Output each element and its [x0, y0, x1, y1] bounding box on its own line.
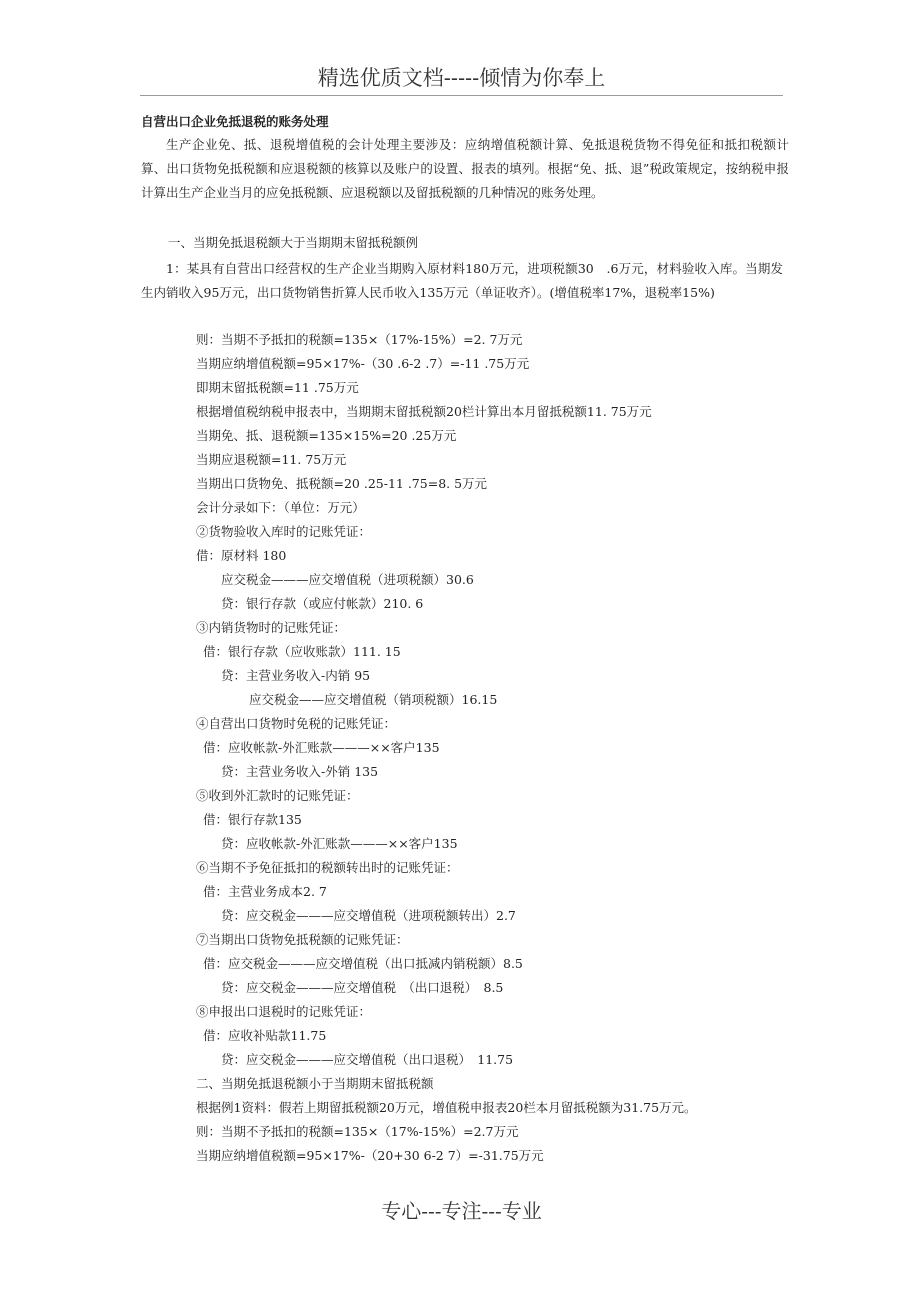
debit-line: 借：银行存款（应收账款）111. 15: [203, 644, 401, 659]
text-line: 当期应纳增值税额=95×17%-（20+30 6-2 7）=-31.75万元: [196, 1148, 544, 1163]
entry-heading: ④自营出口货物时免税的记账凭证：: [196, 716, 397, 731]
text-line: 则：当期不予抵扣的税额=135×（17%-15%）=2.7万元: [196, 1124, 519, 1139]
credit-line: 贷：主营业务收入-内销 95: [221, 668, 371, 683]
entry-heading: ③内销货物时的记账凭证：: [196, 620, 347, 635]
debit-line: 借：主营业务成本2. 7: [203, 884, 327, 899]
credit-line: 贷：应交税金———应交增值税（出口退税） 11.75: [221, 1052, 514, 1067]
section-heading-1: 一、当期免抵退税额大于当期期末留抵税额例: [168, 235, 419, 250]
debit-line: 借：应交税金———应交增值税（出口抵减内销税额）8.5: [203, 956, 523, 971]
credit-line: 贷：银行存款（或应付帐款）210. 6: [221, 596, 424, 611]
debit-line: 借：原材料 180: [196, 548, 287, 563]
debit-line: 借：银行存款135: [203, 812, 302, 827]
text-line: 当期免、抵、退税额=135×15%=20 .25万元: [196, 428, 457, 443]
credit-line: 贷：应交税金———应交增值税（进项税额转出）2.7: [221, 908, 516, 923]
text-line: 当期应纳增值税额=95×17%-（30 .6-2 .7）=-11 .75万元: [196, 356, 530, 371]
text-line: 根据增值税纳税申报表中，当期期末留抵税额20栏计算出本月留抵税额11. 75万元: [196, 404, 652, 419]
credit-line: 贷：主营业务收入-外销 135: [221, 764, 379, 779]
document-title: 自营出口企业免抵退税的账务处理: [141, 114, 329, 129]
entry-heading: ⑦当期出口货物免抵税额的记账凭证：: [196, 932, 409, 947]
credit-line: 贷：应收帐款-外汇账款———××客户135: [221, 836, 458, 851]
text-line: 当期出口货物免、抵税额=20 .25-11 .75=8. 5万元: [196, 476, 488, 491]
intro-paragraph: 生产企业免、抵、退税增值税的会计处理主要涉及：应纳增值税额计算、免抵退税货物不得免征和抵扣税额计算、出口货物免抵税额和应退税额的核算以及账户的设置、报表的填列。根据“免、抵、退”税政策规定，按纳税申报计算出生产企业当月的应免抵税额、应退税额以及留抵税额的几种情况的账务处理。: [141, 137, 789, 200]
page-footer: 专心---专注---专业: [381, 1199, 542, 1223]
entry-heading: ⑧申报出口退税时的记账凭证：: [196, 1004, 372, 1019]
debit-line: 借：应收帐款-外汇账款———××客户135: [203, 740, 440, 755]
debit-line: 借：应收补贴款11.75: [203, 1028, 327, 1043]
text-line: 根据例1资料：假若上期留抵税额20万元，增值税申报表20栏本月留抵税额为31.75万元。: [196, 1100, 697, 1115]
text-line: 当期应退税额=11. 75万元: [196, 452, 347, 467]
text-line: 会计分录如下：（单位：万元）: [196, 500, 365, 515]
credit-line: 贷：应交税金———应交增值税 （出口退税） 8.5: [221, 980, 504, 995]
example-paragraph: 1：某具有自营出口经营权的生产企业当期购入原材料180万元，进项税额30 .6万元，材料验收入库。当期发生内销收入95万元，出口货物销售折算人民币收入135万元（单证收齐）。(增值税率17%，退税率15%): [141, 261, 783, 300]
entry-heading: ②货物验收入库时的记账凭证：: [196, 524, 372, 539]
debit-line: 应交税金———应交增值税（进项税额）30.6: [221, 572, 474, 587]
page-header: 精选优质文档-----倾情为你奉上: [140, 62, 783, 96]
text-line: 即期末留抵税额=11 .75万元: [196, 380, 359, 395]
entry-heading: ⑤收到外汇款时的记账凭证：: [196, 788, 359, 803]
credit-line: 应交税金——应交增值税（销项税额）16.15: [249, 692, 498, 707]
entry-heading: ⑥当期不予免征抵扣的税额转出时的记账凭证：: [196, 860, 459, 875]
text-line: 则：当期不予抵扣的税额=135×（17%-15%）=2. 7万元: [196, 332, 523, 347]
section-heading-2: 二、当期免抵退税额小于当期期末留抵税额: [196, 1076, 434, 1091]
